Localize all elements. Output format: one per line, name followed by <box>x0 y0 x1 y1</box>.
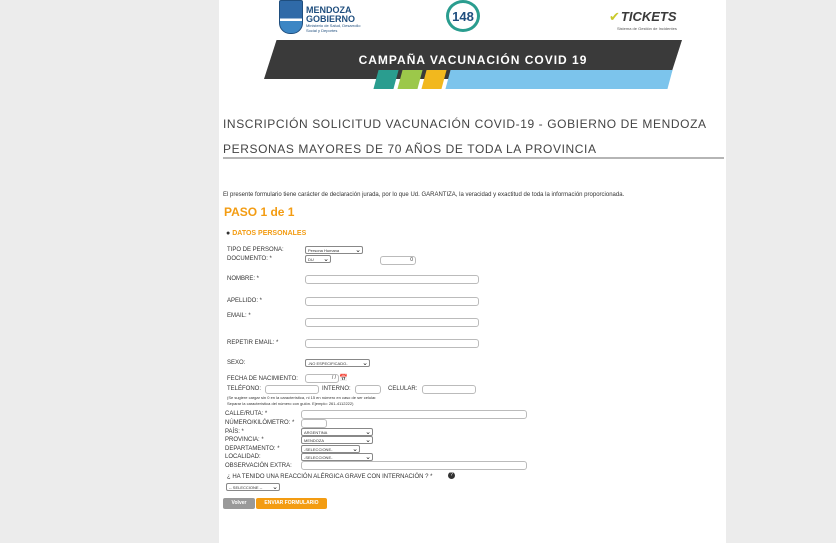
sexo-value: -NO ESPECIFICADO- <box>308 361 348 366</box>
banner-stripe-blue <box>445 70 672 89</box>
pais-select[interactable] <box>301 428 373 436</box>
pais-label: PAÍS: * <box>225 429 244 435</box>
alergia-select[interactable] <box>226 483 280 491</box>
fecha-nacimiento-input[interactable]: / / <box>305 374 339 383</box>
apellido-label: APELLIDO: * <box>227 298 263 304</box>
alergia-label: ¿ HA TENIDO UNA REACCIÓN ALÉRGICA GRAVE CON INTERNACIÓN ? * <box>227 474 433 480</box>
mendoza-title-2: GOBIERNO <box>306 14 356 24</box>
numero-input[interactable] <box>301 419 327 428</box>
tipo-persona-label: TIPO DE PERSONA: <box>227 247 284 253</box>
mendoza-logo-subtitle: Ministerio de Salud, Desarrollo Social y Deportes <box>306 23 361 33</box>
interno-input[interactable] <box>355 385 381 394</box>
mendoza-logo-title <box>306 6 355 24</box>
tickets-logo <box>609 9 677 25</box>
page-subtitle: PERSONAS MAYORES DE 70 AÑOS DE TODA LA PROVINCIA <box>223 142 597 156</box>
localidad-value: -SELECCIONE- <box>304 455 333 460</box>
email-input[interactable] <box>305 318 479 327</box>
localidad-select[interactable] <box>301 453 373 461</box>
mendoza-shield-icon <box>279 0 303 34</box>
alergia-value: -- SELECCIONE -- <box>229 485 263 490</box>
documento-label: DOCUMENTO: * <box>227 256 272 262</box>
celular-input[interactable] <box>422 385 476 394</box>
tickets-subtitle: Sistema de Gestión de Incidentes <box>617 26 677 31</box>
provincia-label: PROVINCIA: * <box>225 437 264 443</box>
section-heading <box>226 230 306 237</box>
mendoza-title-1: MENDOZA <box>306 5 352 15</box>
observacion-input[interactable] <box>301 461 527 470</box>
localidad-label: LOCALIDAD: <box>225 454 261 460</box>
nombre-label: NOMBRE: * <box>227 276 260 282</box>
numero-label: NÚMERO/KILÓMETRO: * <box>225 420 295 426</box>
telefono-input[interactable] <box>265 385 319 394</box>
chevron-down-icon: ⌄ <box>362 360 368 367</box>
phone-hint-2: Separar la característica del número con guión. Ejemplo: 261-4112222) <box>227 401 354 406</box>
chevron-down-icon: ⌄ <box>355 247 361 254</box>
phone-hint-1: (Se sugiere cargar sin 0 en la característica, ni 15 en número en caso de ser celular. <box>227 395 377 400</box>
pais-value: ARGENTINA <box>304 430 328 435</box>
disclaimer-text: El presente formulario tiene carácter de declaración jurada, por lo que Ud. GARANTIZA, la veracidad y exactitud de toda la información proporcionada. <box>223 192 625 198</box>
submit-button[interactable]: ENVIAR FORMULARIO <box>256 498 327 509</box>
chevron-down-icon: ⌄ <box>365 437 371 444</box>
section-title: DATOS PERSONALES <box>232 230 307 237</box>
back-button[interactable]: Volver <box>223 498 255 509</box>
campaign-banner-text: CAMPAÑA VACUNACIÓN COVID 19 <box>358 52 588 67</box>
departamento-value: -SELECCIONE- <box>304 447 333 452</box>
fecha-nacimiento-label: FECHA DE NACIMIENTO: <box>227 376 298 382</box>
documento-numero-input[interactable]: 0 <box>380 256 416 265</box>
email-label: EMAIL: * <box>227 313 251 319</box>
calendar-icon[interactable]: 📅 <box>339 375 348 382</box>
chevron-down-icon: ⌄ <box>365 429 371 436</box>
provincia-value: MENDOZA <box>304 438 324 443</box>
chevron-down-icon: ⌄ <box>323 256 329 263</box>
documento-tipo-value: DU <box>308 257 314 262</box>
chevron-down-icon: ⌄ <box>272 484 278 491</box>
help-icon[interactable]: ? <box>448 472 455 479</box>
departamento-select[interactable] <box>301 445 360 453</box>
sexo-label: SEXO: <box>227 360 246 366</box>
tickets-brand: TICKETS <box>620 9 677 24</box>
tipo-persona-value: Persona Humana <box>308 248 340 253</box>
repetir-email-label: REPETIR EMAIL: * <box>227 340 279 346</box>
telefono-label: TELÉFONO: <box>227 386 262 392</box>
page-title: INSCRIPCIÓN SOLICITUD VACUNACIÓN COVID-19 - GOBIERNO DE MENDOZA <box>223 117 707 131</box>
tipo-persona-select[interactable] <box>305 246 363 254</box>
departamento-label: DEPARTAMENTO: * <box>225 446 280 452</box>
step-indicator: PASO 1 de 1 <box>224 205 295 219</box>
chevron-down-icon: ⌄ <box>352 446 358 453</box>
title-divider <box>223 157 724 159</box>
documento-tipo-select[interactable] <box>305 255 331 263</box>
repetir-email-input[interactable] <box>305 339 479 348</box>
observacion-label: OBSERVACIÓN EXTRA: <box>225 463 292 469</box>
apellido-input[interactable] <box>305 297 479 306</box>
hotline-148-logo: 148 <box>446 0 480 32</box>
interno-label: INTERNO: <box>322 386 351 392</box>
check-icon: ✔ <box>609 9 620 24</box>
calle-input[interactable] <box>301 410 527 419</box>
provincia-select[interactable] <box>301 436 373 444</box>
chevron-down-icon: ⌄ <box>365 454 371 461</box>
celular-label: CELULAR: <box>388 386 418 392</box>
bullet-icon: ● <box>226 230 231 237</box>
calle-label: CALLE/RUTA: * <box>225 411 268 417</box>
sexo-select[interactable] <box>305 359 370 367</box>
nombre-input[interactable] <box>305 275 479 284</box>
